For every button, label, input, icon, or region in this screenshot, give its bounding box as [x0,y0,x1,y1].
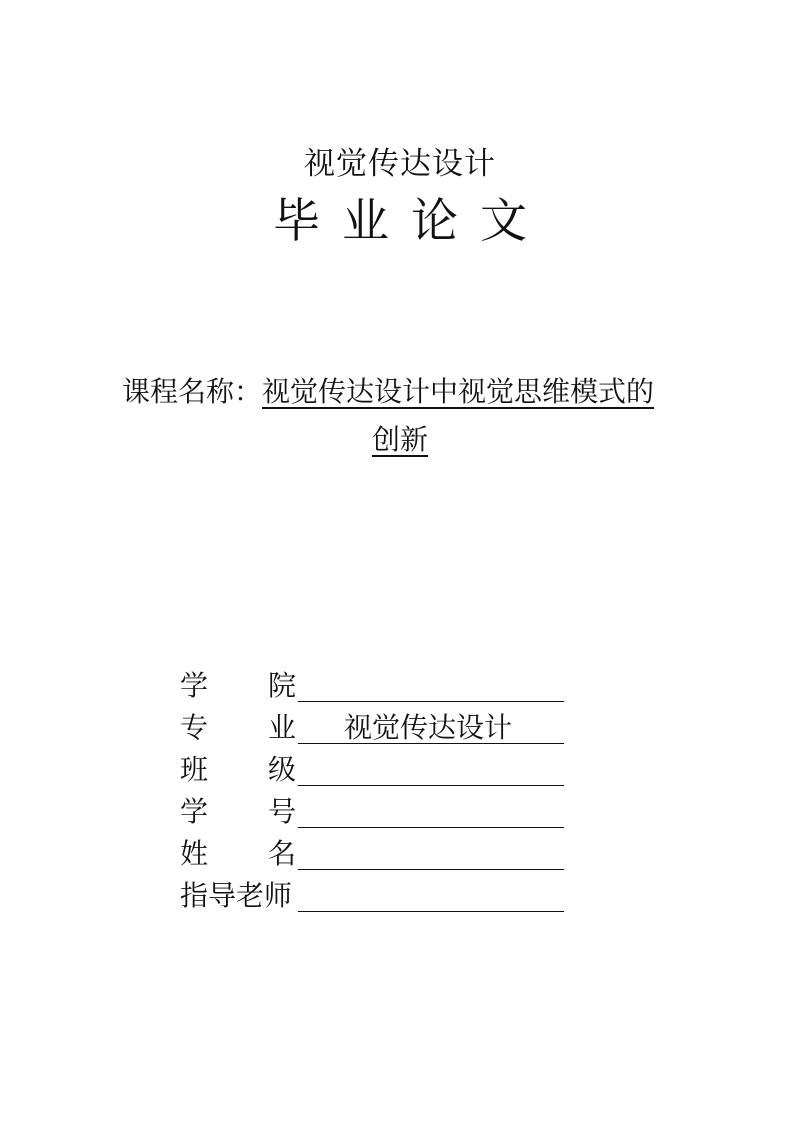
name-label-char-2: 名 [268,837,297,870]
college-row [180,665,580,707]
major-row [180,707,580,749]
student-id-label-char-1: 学 [180,795,209,828]
advisor-label [180,875,298,917]
name-field [298,833,564,870]
student-id-field [298,791,564,828]
course-name-value-line2-wrap [0,418,800,458]
class-label [180,749,298,791]
major-label-char-2: 业 [268,711,297,744]
advisor-row [180,875,580,917]
course-name-label: 课程名称： [122,375,263,408]
class-row [180,749,580,791]
student-id-row [180,791,580,833]
name-label-char-1: 姓 [180,837,209,870]
class-label-char-1: 班 [180,753,209,786]
college-label [180,665,298,707]
student-info-block [180,665,580,917]
major-label [180,707,298,749]
major-label-char-1: 专 [180,711,209,744]
advisor-label-text: 指导老师 [180,879,293,912]
student-id-label [180,791,298,833]
advisor-field [298,875,564,912]
college-label-char-2: 院 [268,669,297,702]
thesis-title: 毕业论文 [273,194,549,249]
major-field [298,707,564,744]
subject-heading: 视觉传达设计 [304,146,496,182]
college-field [298,665,564,702]
course-name-value-line1: 视觉传达设计中视觉思维模式的 [262,375,655,408]
student-id-label-char-2: 号 [268,795,297,828]
name-label [180,833,298,875]
college-label-char-1: 学 [180,669,209,702]
course-name-row [122,370,702,414]
name-row [180,833,580,875]
course-name-value-line2: 创新 [371,423,428,456]
class-field [298,749,564,786]
major-value: 视觉传达设计 [344,711,513,744]
class-label-char-2: 级 [268,753,297,786]
